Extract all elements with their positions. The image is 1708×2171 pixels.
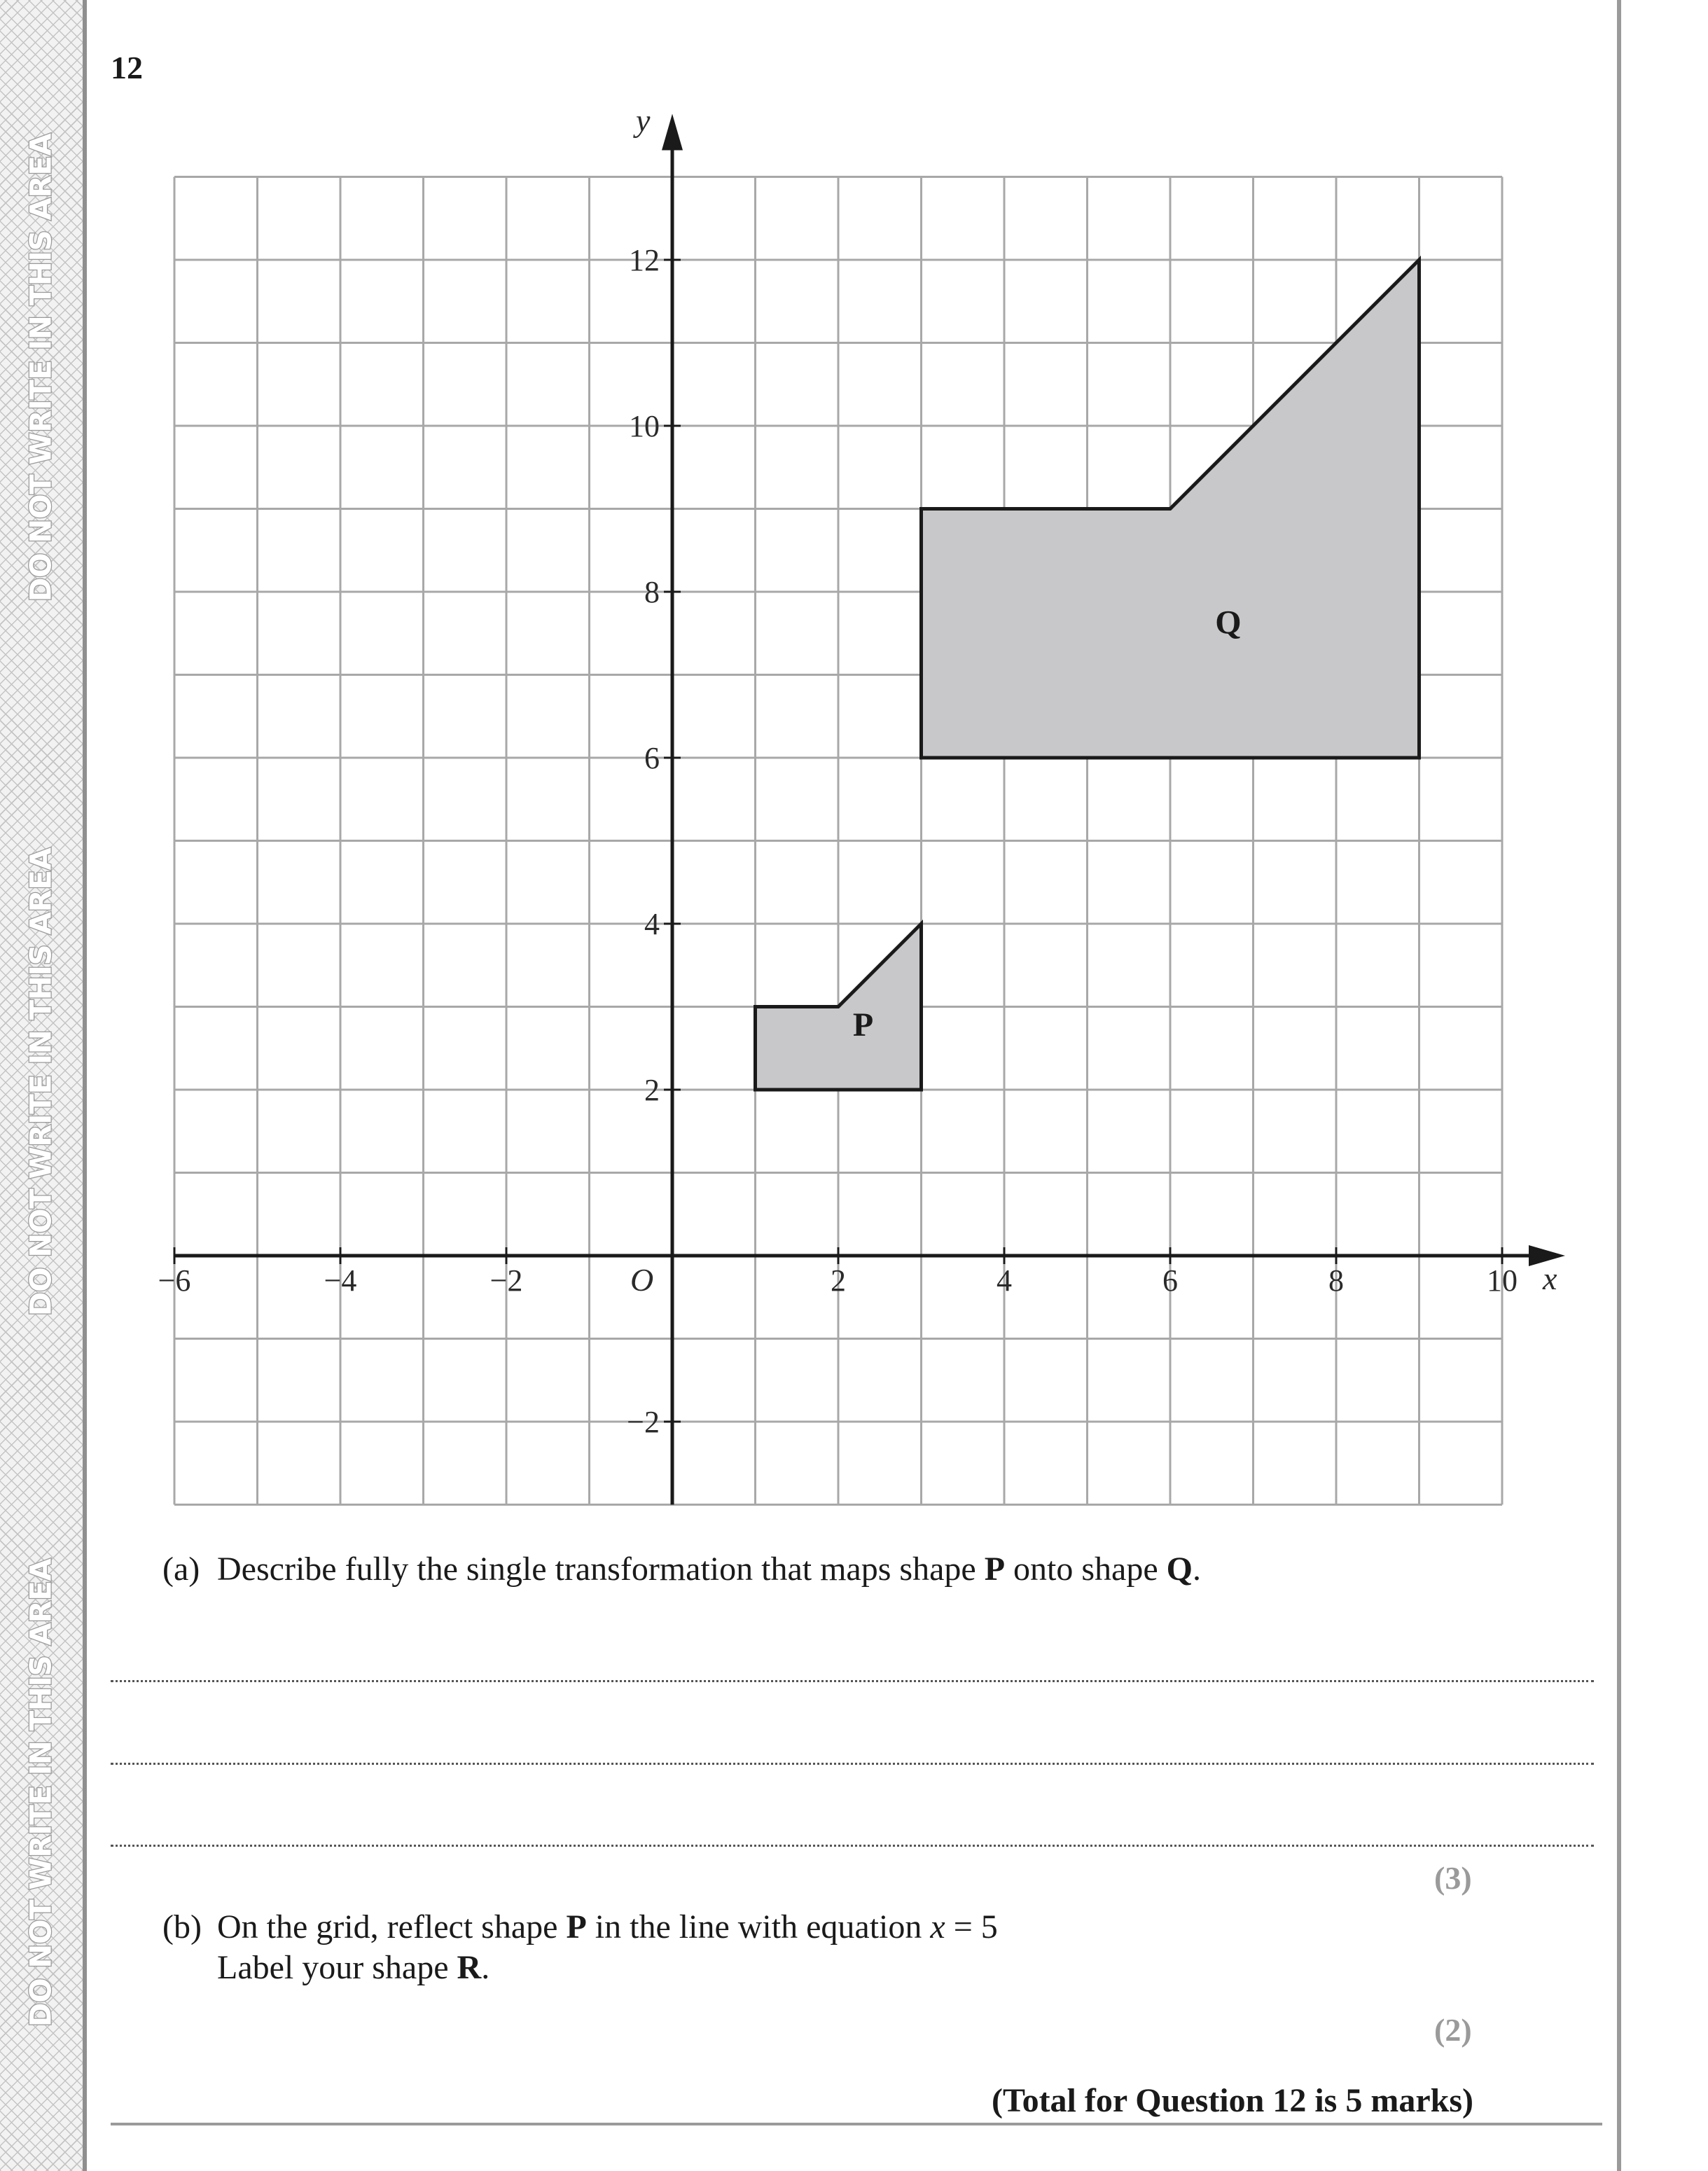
x-tick-label: −2 [490, 1263, 523, 1298]
part-a-shape-p: P [984, 1551, 1006, 1588]
question-number: 12 [111, 50, 143, 85]
answer-line[interactable] [111, 1763, 1594, 1765]
y-tick-label: 10 [629, 409, 660, 443]
part-b-shape-r: R [457, 1949, 482, 1986]
shape-q-label: Q [1215, 604, 1242, 641]
y-tick-label: −2 [627, 1405, 660, 1439]
part-b-text: On the grid, reflect shape [217, 1908, 567, 1945]
origin-label: O [630, 1262, 654, 1298]
answer-line[interactable] [111, 1845, 1594, 1847]
y-axis-label: y [636, 102, 651, 139]
part-b-question [162, 1907, 998, 1988]
part-b-line2: Label your shape [217, 1949, 457, 1986]
part-a-text-mid: onto shape [1005, 1551, 1167, 1588]
part-b-text-mid: in the line with equation [586, 1908, 931, 1945]
margin-warning: DO NOT WRITE IN THIS AREA [23, 133, 58, 602]
part-a-shape-q: Q [1166, 1551, 1193, 1588]
part-a-letter: (a) [162, 1551, 200, 1588]
part-b-shape-p: P [566, 1908, 587, 1945]
part-b-eq-var: x [930, 1908, 945, 1945]
part-b-marks: (2) [1434, 2012, 1472, 2048]
y-tick-label: 12 [629, 243, 660, 277]
part-b-letter: (b) [162, 1908, 202, 1945]
answer-line[interactable] [111, 1680, 1594, 1682]
shape-p-label: P [852, 1006, 874, 1043]
x-axis-label: x [1543, 1261, 1557, 1296]
part-a-text: Describe fully the single transformation that maps shape [217, 1551, 985, 1588]
part-b-line2-end: . [481, 1949, 490, 1986]
x-tick-label: 4 [997, 1263, 1012, 1298]
x-tick-label: 6 [1162, 1263, 1178, 1298]
question-total: (Total for Question 12 is 5 marks) [991, 2082, 1473, 2119]
margin-warning: DO NOT WRITE IN THIS AREA [23, 1558, 58, 2027]
y-tick-label: 6 [644, 741, 660, 775]
x-tick-label: 2 [831, 1263, 846, 1298]
part-a-text-end: . [1193, 1551, 1201, 1588]
y-axis-arrow [662, 114, 683, 151]
tick-labels [158, 103, 1557, 1440]
x-tick-label: 10 [1487, 1263, 1518, 1298]
y-tick-label: 2 [644, 1073, 660, 1107]
y-tick-label: 8 [644, 575, 660, 609]
bottom-rule [111, 2123, 1602, 2125]
y-tick-label: 4 [644, 907, 660, 941]
x-tick-label: 8 [1328, 1263, 1344, 1298]
part-a-marks: (3) [1434, 1860, 1472, 1896]
x-tick-label: −4 [324, 1263, 357, 1298]
x-tick-label: −6 [158, 1263, 191, 1298]
margin-warning: DO NOT WRITE IN THIS AREA [23, 847, 58, 1317]
part-b-eq-rest: = 5 [945, 1908, 998, 1945]
part-a-question [162, 1549, 1201, 1590]
